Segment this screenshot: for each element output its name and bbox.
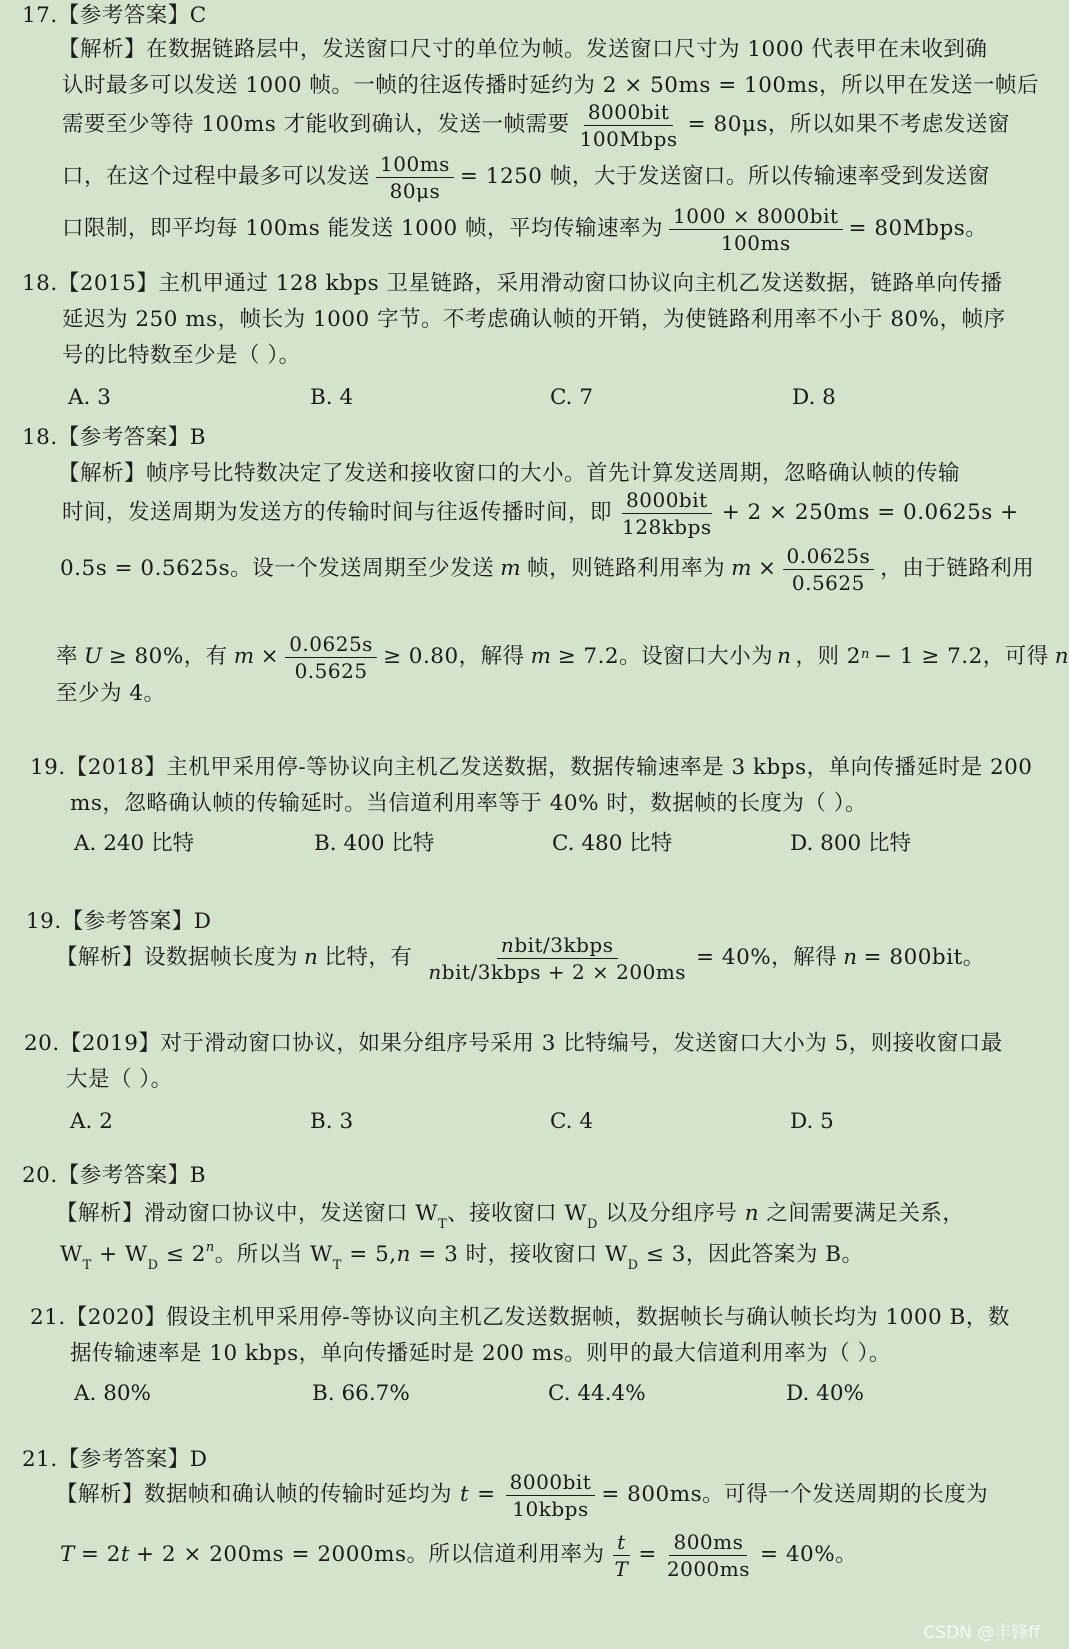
q20-analysis-line2: $W_T + W_D \le 2^n$。所以当 $W_T = 5,n = 3$ 时，接收窗口 $W_D \le 3$，因此答案为 B。 bbox=[60, 1240, 864, 1274]
q18-analysis-line1: 【解析】帧序号比特数决定了发送和接收窗口的大小。首先计算发送周期，忽略确认帧的传输 bbox=[58, 461, 961, 486]
q21-answer-title: 21.【参考答案】D bbox=[22, 1447, 208, 1472]
q18-answer-title: 18.【参考答案】B bbox=[22, 425, 206, 450]
q20-analysis-line1: 【解析】滑动窗口协议中，发送窗口 $W_T$、接收窗口 $W_D$ 以及分组序号 n 之间需要满足关系， bbox=[56, 1201, 965, 1233]
q21-analysis-line1: 【解析】数据帧和确认帧的传输时延均为 t = $\frac{\text{8000bit}}{\text{10kbps}}$ = 800ms。可得一个发送周期的长度为 bbox=[56, 1469, 989, 1521]
q17-fraction-frames: $\frac{100ms}{80\mu s}$ bbox=[376, 151, 454, 204]
q20-stem-line2: 大是（ ）。 bbox=[66, 1067, 173, 1092]
q19-stem-line1: 19.【2018】主机甲采用停-等协议向主机乙发送数据，数据传输速率是 3 kbps，单向传播延时是 200 bbox=[30, 755, 1033, 780]
q21-fraction-ratio: $\frac{800ms}{2000ms}$ bbox=[666, 1529, 751, 1581]
q17-analysis-line4: 口，在这个过程中最多可以发送 $\frac{100ms}{80\mu s}$ = 1250 帧，大于发送窗口。所以传输速率受到发送窗 bbox=[62, 151, 990, 203]
q18-option-b: B. 4 bbox=[310, 385, 354, 410]
q18-option-d: D. 8 bbox=[792, 385, 836, 410]
q20-answer-title: 20.【参考答案】B bbox=[22, 1163, 206, 1188]
q21-option-a: A. 80% bbox=[74, 1381, 151, 1406]
q17-analysis-line1: 【解析】在数据链路层中，发送窗口尺寸的单位为帧。发送窗口尺寸为 1000 代表甲在未收到确 bbox=[58, 37, 988, 62]
q20-option-a: A. 2 bbox=[70, 1109, 113, 1134]
q20-option-b: B. 3 bbox=[310, 1109, 354, 1134]
q21-fraction-transmit: $\frac{\text{8000bit}}{\text{10kbps}}$ bbox=[506, 1469, 596, 1522]
q20-stem-line1: 20.【2019】对于滑动窗口协议，如果分组序号采用 3 比特编号，发送窗口大小为 5，则接收窗口最 bbox=[24, 1031, 1003, 1056]
q21-analysis-line2: T = 2 t + 2 × 200ms = 2000ms。所以信道利用率为 $\frac{t}{T}$ = $\frac{800ms}{2000ms}$ = 40%。 bbox=[60, 1529, 858, 1581]
q18-stem-line3: 号的比特数至少是（ ）。 bbox=[62, 343, 301, 368]
q18-analysis-line3: 0.5s = 0.5625s。设一个发送周期至少发送 m 帧，则链路利用率为 m × $\frac{0.0625s}{0.5625}$ ，由于链路利用 bbox=[60, 543, 1035, 595]
q17-analysis-line3: 需要至少等待 100ms 才能收到确认，发送一帧需要 $\frac{\text{8000bit}}{\text{100Mbps}}$ = 80μs，所以如果不考虑发送窗 bbox=[62, 99, 1010, 151]
q17-answer-title: 17.【参考答案】C bbox=[22, 3, 207, 28]
q18-fraction-utilization: $\frac{0.0625s}{0.5625}$ bbox=[783, 543, 875, 596]
q17-fraction-frame-time: $\frac{\text{8000bit}}{\text{100Mbps}}$ bbox=[579, 99, 678, 151]
q21-stem-line2: 据传输速率是 10 kbps，单向传播延时是 200 ms。则甲的最大信道利用率为（ ）。 bbox=[70, 1341, 891, 1366]
q19-stem-line2: ms，忽略确认帧的传输延时。当信道利用率等于 40% 时，数据帧的长度为（ ）。 bbox=[70, 791, 867, 816]
q18-option-c: C. 7 bbox=[550, 385, 594, 410]
q18-stem-line2: 延迟为 250 ms，帧长为 1000 字节。不考虑确认帧的开销，为使链路利用率不小于 80%，帧序 bbox=[62, 307, 1006, 332]
q17-analysis-line2: 认时最多可以发送 1000 帧。一帧的往返传播时延约为 2 × 50ms = 100ms，所以甲在发送一帧后 bbox=[62, 73, 1040, 98]
q19-option-b: B. 400 比特 bbox=[314, 831, 435, 856]
q21-option-c: C. 44.4% bbox=[548, 1381, 646, 1406]
q21-stem-line1: 21.【2020】假设主机甲采用停-等协议向主机乙发送数据帧，数据帧长与确认帧长均为 1000 B，数 bbox=[30, 1305, 1010, 1330]
q21-option-d: D. 40% bbox=[786, 1381, 864, 1406]
q18-analysis-line5: 至少为 4。 bbox=[56, 681, 166, 706]
q21-fraction-t-over-T: $\frac{t}{T}$ bbox=[614, 1529, 629, 1581]
q21-option-b: B. 66.7% bbox=[312, 1381, 410, 1406]
q17-fraction-rate: $\frac{\text{1000 × 8000bit}}{100ms}$ bbox=[669, 203, 843, 256]
q19-option-d: D. 800 比特 bbox=[790, 831, 912, 856]
q18-option-a: A. 3 bbox=[68, 385, 111, 410]
csdn-watermark: CSDN @丰锋ff bbox=[923, 1623, 1040, 1643]
q18-analysis-line2: 时间，发送周期为发送方的传输时间与往返传播时间，即 $\frac{\text{8000bit}}{\text{128kbps}}$ + 2 × 250ms = 0.0625s + bbox=[62, 487, 1019, 539]
q18-stem-line1: 18.【2015】主机甲通过 128 kbps 卫星链路，采用滑动窗口协议向主机乙发送数据，链路单向传播 bbox=[22, 271, 1003, 296]
q19-option-a: A. 240 比特 bbox=[74, 831, 195, 856]
q18-fraction-transmit: $\frac{\text{8000bit}}{\text{128kbps}}$ bbox=[622, 487, 712, 539]
q19-analysis-line1: 【解析】设数据帧长度为 n 比特，有 $\frac{\text{nbit/3kbps}}{\text{nbit/3kbps + 2 × 200ms}}$ = 40%，解得 n = 800bit。 bbox=[56, 932, 985, 984]
q19-fraction-utilization: $\frac{\text{nbit/3kbps}}{\text{nbit/3kbps + 2 × 200ms}}$ bbox=[428, 932, 687, 984]
q19-option-c: C. 480 比特 bbox=[552, 831, 673, 856]
q17-analysis-line5: 口限制，即平均每 100ms 能发送 1000 帧，平均传输速率为 $\frac{\text{1000 × 8000bit}}{100ms}$ = 80Mbps。 bbox=[62, 203, 988, 255]
q18-fraction-inequality: $\frac{0.0625s}{0.5625}$ bbox=[285, 631, 377, 684]
q18-analysis-line4: 率 U ≥ 80%，有 m × $\frac{0.0625s}{0.5625}$ ≥ 0.80，解得 m ≥ 7.2。设窗口大小为 n ，则 2 $^n$ − 1 ≥ 7.2，可得 n bbox=[56, 631, 1069, 683]
q20-option-d: D. 5 bbox=[790, 1109, 834, 1134]
q19-answer-title: 19.【参考答案】D bbox=[26, 909, 212, 934]
q20-option-c: C. 4 bbox=[550, 1109, 594, 1134]
